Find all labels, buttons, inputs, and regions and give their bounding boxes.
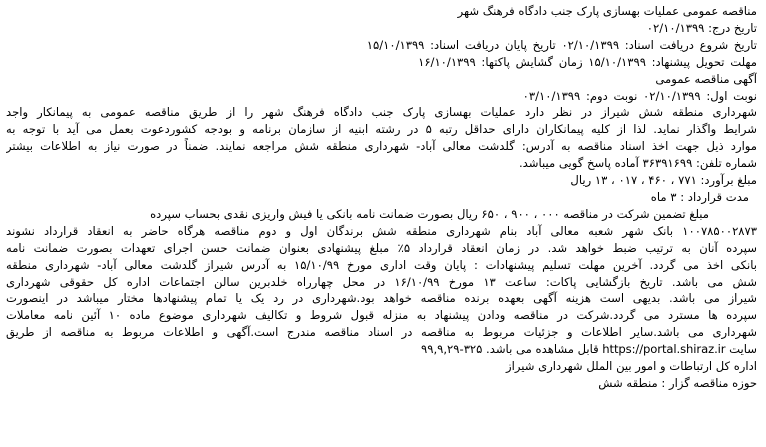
notice-heading: آگهی مناقصه عمومی — [655, 71, 757, 86]
guarantee-amount: مبلغ تضمین شرکت در مناقصه ۰۰۰ ، ۹۰۰ ، ۶۵۰ ریال بصورت ضمانت نامه بانکی یا فیش واریزی نقدی بحساب سپرده — [150, 206, 709, 221]
issuing-department: اداره کل ارتباطات و امور بین الملل شهرداری شیراز — [506, 359, 757, 374]
body-line: بانکی اخذ می گردد. آخرین مهلت تسلیم پیشنهادات : پایان وقت اداری مورخ ۱۵/۱۰/۹۹ به آدرس شیراز گلدشت معالی آباد- شهرداری منطقه — [6, 257, 757, 272]
body-line: موارد ذیل جهت اخذ اسناد مناقصه به آدرس: گلدشت معالی آباد- شهرداری منطقه شش مراجعه نمایند. ضمناً در صورت نیاز به اطلاعات بیشتر — [6, 139, 757, 154]
publication-rounds: نوبت اول: ۰۲/۱۰/۱۳۹۹ نوبت دوم: ۰۳/۱۰/۱۳۹۹ — [522, 88, 757, 103]
tender-authority: حوزه مناقصه گزار : منطقه شش — [598, 375, 757, 390]
body-line: شش می باشد. تاریخ بازگشایی پاکات: ساعت ۱۳ مورخ ۱۶/۱۰/۹۹ در محل چهارراه خلدبرین سالن اجتماعات اداره کل حقوقی شهرداری — [6, 274, 757, 289]
document-receipt-dates: تاریخ شروع دریافت اسناد: ۰۲/۱۰/۱۳۹۹ تاریخ پایان دریافت اسناد: ۱۵/۱۰/۱۳۹۹ — [366, 37, 757, 52]
notice-title: مناقصه عمومی عملیات بهسازی پارک جنب دادگاه فرهنگ شهر — [457, 4, 757, 18]
estimated-amount: مبلغ برآورد: ۷۷۱ ، ۴۶۰ ، ۰۱۷ ، ۱۳ ریال — [570, 173, 757, 188]
body-line: سپرده ها مسترد می گردد.شرکت در مناقصه ودادن پیشنهاد به منزله قبول شروط و تکالیف شهرداری موضوع ماده ۱۰ آئین نامه معاملات — [6, 308, 757, 323]
body-line: شهرداری می باشد.سایر اطلاعات و جزئیات مربوط به مناقصه در اسناد مناقصه مندرج است.آگهی و اطلاعات مربوط به مناقصه از طریق — [6, 325, 757, 340]
body-line: سپرده آنان به ترتیب ضبط خواهد شد. در زمان انعقاد قرارداد ۵٪ مبلغ پیشنهادی بعنوان ضمانت حسن اجرای تعهدات بصورت ضمانت نامه — [6, 240, 757, 255]
contract-duration: مدت قرارداد : ۳ ماه — [650, 189, 749, 204]
body-line: شرایط واگذار نماید. لذا از کلیه پیمانکاران دارای حداقل رتبه ۵ در رشته ابنیه از سازمان برنامه و بودجه کشوردعوت بعمل می آید با توجه به — [6, 122, 757, 137]
website-line: سایت https://portal.shiraz.ir قابل مشاهده می باشد. ۳۲۵-۹۹,۹,۲۹ — [420, 342, 757, 357]
body-line: شهرداری منطقه شش شیراز در نظر دارد عملیات بهسازی پارک جنب دادگاه فرهنگ شهر را از طریق مناقصه عمومی به پیمانکار واجد — [6, 105, 757, 120]
body-line: شیراز می باشد. بدیهی است هزینه آگهی بعهده برنده مناقصه خواهد بود.شهرداری در رد یک یا تمام پیشنهادها مختار میباشد در اینصورت — [6, 291, 757, 306]
contact-phone: شماره تلفن: ۳۶۳۹۱۶۹۹ آماده پاسخ گویی میباشد. — [518, 156, 757, 171]
submission-opening-dates: مهلت تحویل پیشنهاد: ۱۵/۱۰/۱۳۹۹ زمان گشایش پاکتها: ۱۶/۱۰/۱۳۹۹ — [418, 54, 757, 69]
body-line: ۱۰۰۷۸۵۰۰۲۸۷۳ بانک شهر شعبه معالی آباد بنام شهرداری منطقه شش برندگان اول و دوم مناقصه هرگاه حاضر به انعقاد قرارداد نشوند — [6, 223, 757, 238]
insert-date: تاریخ درج: ۰۲/۱۰/۱۳۹۹ — [646, 20, 757, 35]
